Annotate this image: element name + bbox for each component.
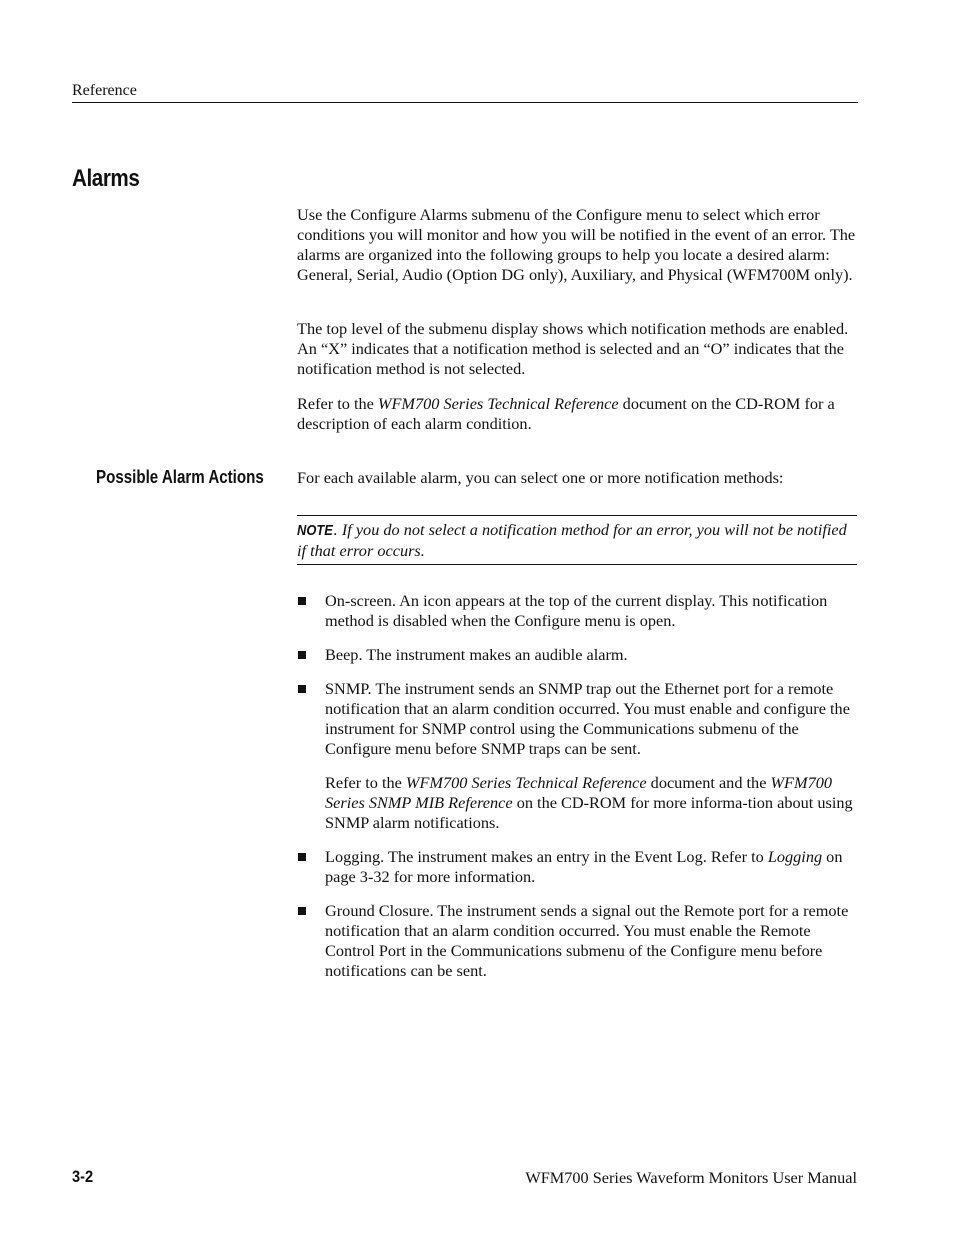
note-text: . If you do not select a notification method for an error, you will not be notified if that error occurs. bbox=[297, 520, 847, 560]
page-number: 3-2 bbox=[72, 1167, 94, 1186]
logging-cross-reference: Logging bbox=[767, 847, 823, 866]
list-item-ground-closure-text: Ground Closure. The instrument sends a signal out the Remote port for a remote notification that an alarm condition occurred. You must enable the Remote Control Port in the Communications submenu of the Configure menu before notifications can be sent. bbox=[325, 901, 849, 980]
intro-paragraph-2 bbox=[297, 319, 861, 379]
manual-title: WFM700 Series Waveform Monitors User Manual bbox=[525, 1168, 857, 1187]
intro-text-3-prefix: Refer to the bbox=[297, 394, 378, 413]
intro-text-2: The top level of the submenu display shows which notification methods are enabled. An “X” indicates that a notification method is selected and an “O” indicates that the notification method is not selected. bbox=[297, 319, 849, 378]
list-item-onscreen-text: On-screen. An icon appears at the top of the current display. This notification method is disabled when the Configure menu is open. bbox=[325, 591, 828, 630]
snmp-ref-prefix: Refer to the bbox=[325, 773, 406, 792]
snmp-ref-suffix: on the CD-ROM for more informa-tion about using SNMP alarm notifications. bbox=[325, 793, 853, 832]
notification-methods-list bbox=[297, 591, 861, 995]
list-item-beep bbox=[297, 645, 861, 665]
note-label: NOTE bbox=[297, 522, 333, 539]
intro-paragraph-1 bbox=[297, 205, 861, 285]
section-title: Alarms bbox=[72, 165, 140, 192]
bullet-square-icon bbox=[298, 685, 306, 693]
snmp-ref-middle: document and the bbox=[646, 773, 771, 792]
list-item-onscreen bbox=[297, 591, 861, 631]
list-item-beep-text: Beep. The instrument makes an audible alarm. bbox=[325, 645, 628, 664]
logging-prefix: Logging. The instrument makes an entry in the Event Log. Refer to bbox=[325, 847, 768, 866]
snmp-reference-paragraph bbox=[325, 773, 861, 833]
subsection-lead bbox=[297, 468, 861, 488]
bullet-square-icon bbox=[298, 651, 306, 659]
list-item-snmp bbox=[297, 679, 861, 833]
snmp-ref-mib-reference: WFM700 Series SNMP MIB Reference bbox=[325, 773, 832, 812]
intro-text-3-suffix: document on the CD-ROM for a description of each alarm condition. bbox=[297, 394, 835, 433]
intro-text-1: Use the Configure Alarms submenu of the Configure menu to select which error conditions you will monitor and how you will be notified in the event of an error. The alarms are organized into the following groups to help you locate a desired alarm: General, Serial, Audio (Option DG only), Auxiliary, and Physical (WFM700M only). bbox=[297, 205, 856, 284]
bullet-square-icon bbox=[298, 907, 306, 915]
snmp-ref-technical-reference: WFM700 Series Technical Reference bbox=[405, 773, 647, 792]
intro-paragraph-3 bbox=[297, 394, 861, 434]
subsection-lead-text: For each available alarm, you can select one or more notification methods: bbox=[297, 468, 784, 487]
technical-reference-title: WFM700 Series Technical Reference bbox=[377, 394, 619, 413]
header-rule bbox=[72, 102, 858, 103]
intro-text-3 bbox=[297, 394, 861, 434]
list-item-logging bbox=[297, 847, 861, 887]
logging-suffix: on page 3‑32 for more information. bbox=[325, 847, 843, 886]
running-header: Reference bbox=[72, 82, 137, 99]
list-item-snmp-text: SNMP. The instrument sends an SNMP trap out the Ethernet port for a remote notification that an alarm condition occurred. You must enable and configure the instrument for SNMP control using the Communications submenu of the Configure menu before SNMP traps can be sent. bbox=[325, 679, 850, 758]
bullet-square-icon bbox=[298, 853, 306, 861]
list-item-ground-closure bbox=[297, 901, 861, 981]
subsection-title: Possible Alarm Actions bbox=[96, 467, 264, 487]
bullet-square-icon bbox=[298, 597, 306, 605]
note-box bbox=[297, 515, 857, 565]
